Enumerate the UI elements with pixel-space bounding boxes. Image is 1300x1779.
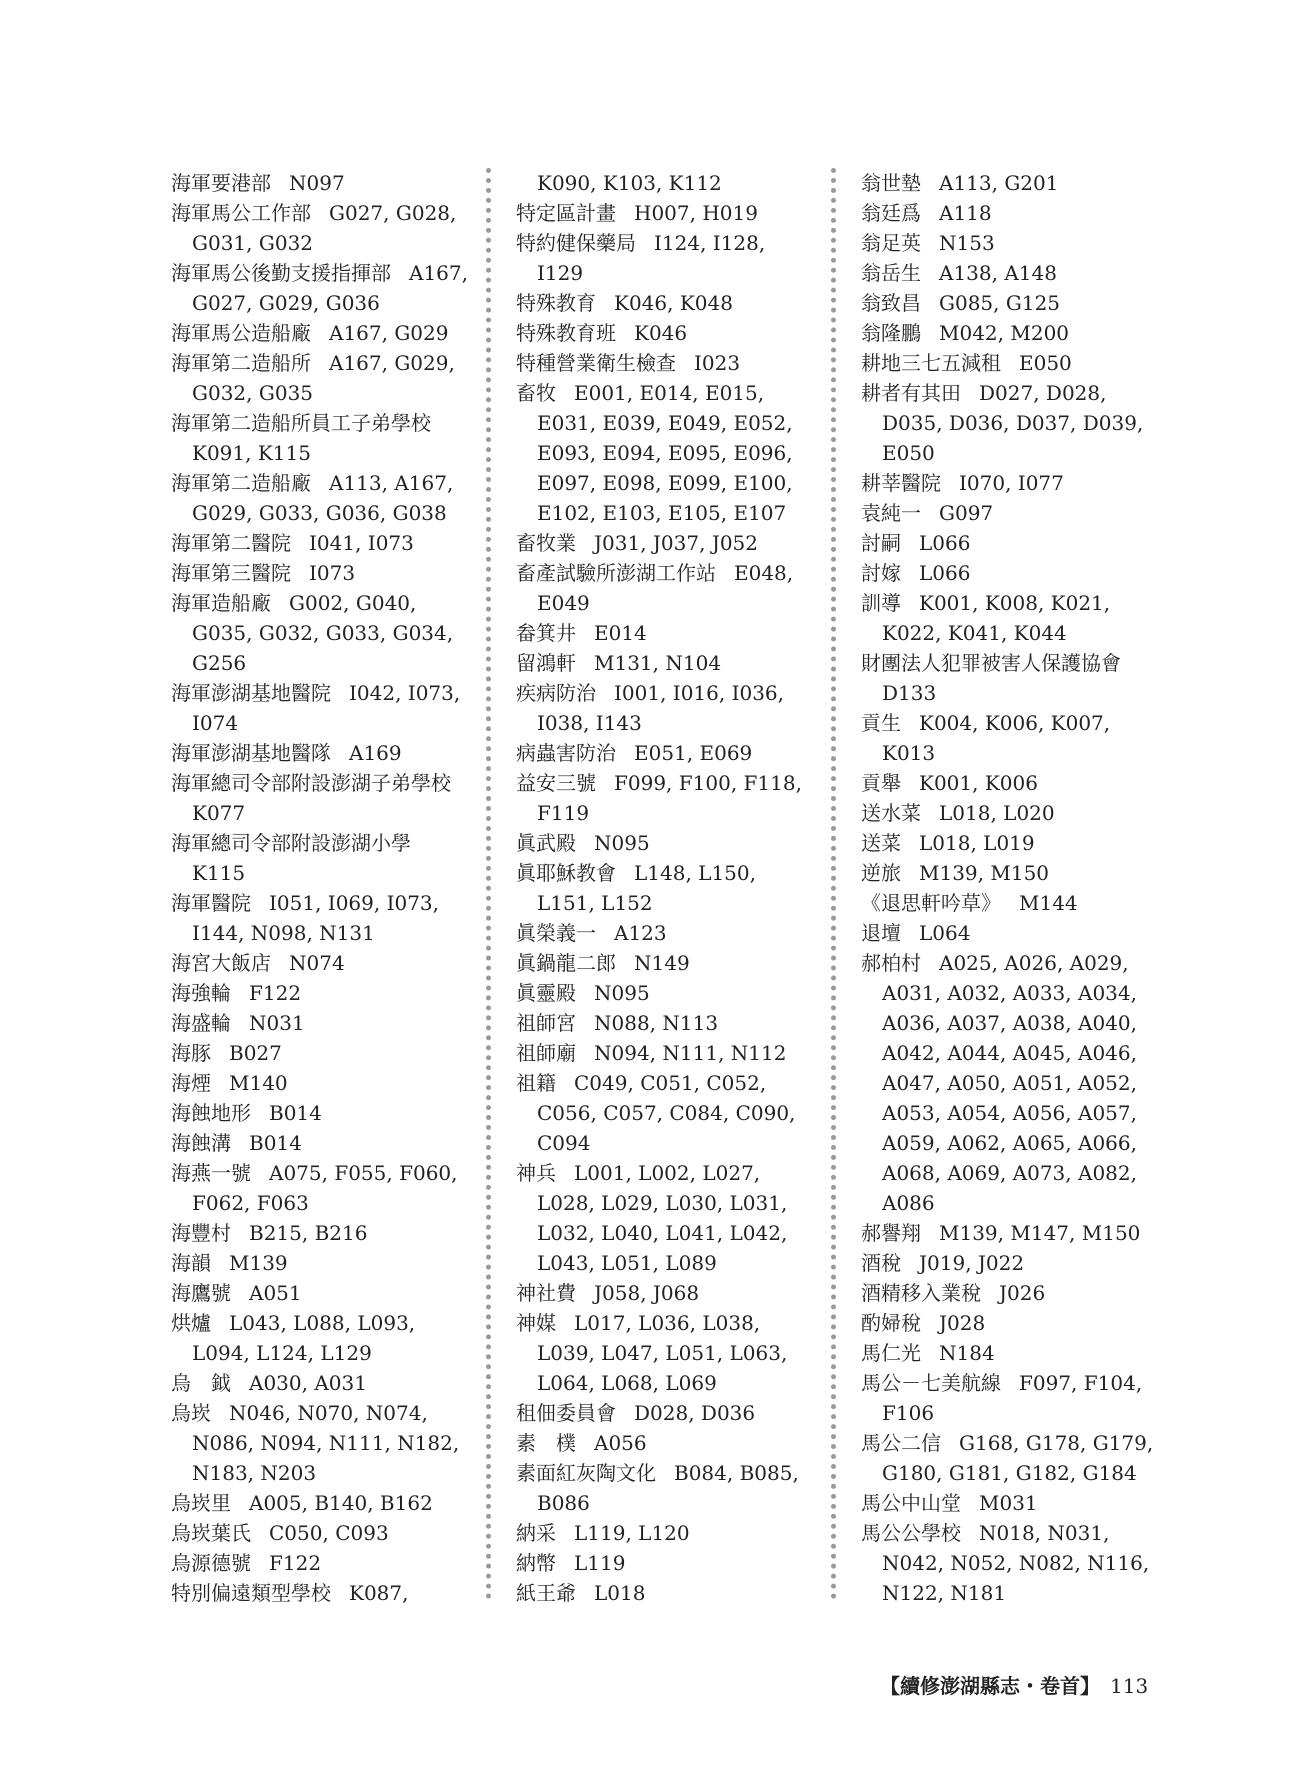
index-term: 酒稅 xyxy=(861,1251,901,1275)
index-refs: A138, A148 xyxy=(939,261,1057,285)
index-term: 特約健保藥局 xyxy=(516,231,636,255)
index-entry xyxy=(516,1458,816,1518)
index-refs: I041, I073 xyxy=(309,531,414,555)
index-entry xyxy=(516,1008,816,1038)
index-term: 酒精移入業稅 xyxy=(861,1281,981,1305)
index-term: 貢生 xyxy=(861,711,901,735)
index-entry xyxy=(516,1518,816,1548)
index-entry xyxy=(171,1278,471,1308)
index-refs: M131, N104 xyxy=(594,651,722,675)
index-term: 海燕一號 xyxy=(171,1161,251,1185)
index-term: 討嫁 xyxy=(861,561,901,585)
index-entry xyxy=(171,948,471,978)
index-entry xyxy=(171,318,471,348)
index-term: 烘爐 xyxy=(171,1311,211,1335)
index-refs: L017, L036, L038, L039, L047, L051, L063, L064, L068, L069 xyxy=(537,1311,788,1395)
index-term: 眞榮義一 xyxy=(516,921,596,945)
index-term: 翁廷爲 xyxy=(861,201,921,225)
index-entry xyxy=(516,318,816,348)
index-refs: L018, L020 xyxy=(939,801,1055,825)
index-refs: B014 xyxy=(249,1131,302,1155)
index-term: 神兵 xyxy=(516,1161,556,1185)
index-entry xyxy=(516,918,816,948)
index-term: 海煙 xyxy=(171,1071,211,1095)
index-refs: C049, C051, C052, C056, C057, C084, C090, C094 xyxy=(537,1071,796,1155)
index-entry xyxy=(171,738,471,768)
index-refs: A167, G029, G032, G035 xyxy=(192,351,455,405)
index-term: 烏崁里 xyxy=(171,1491,231,1515)
index-entry xyxy=(516,1278,816,1308)
index-refs: N153 xyxy=(939,231,995,255)
index-term: 翁致昌 xyxy=(861,291,921,315)
index-term: 特別偏遠類型學校 xyxy=(171,1581,331,1605)
index-refs: N095 xyxy=(594,831,650,855)
index-term: 海蝕地形 xyxy=(171,1101,251,1125)
index-entry xyxy=(171,1548,471,1578)
index-entry xyxy=(861,468,1161,498)
index-term: 退壇 xyxy=(861,921,901,945)
index-term: 海軍馬公造船廠 xyxy=(171,321,311,345)
index-term: 馬公二信 xyxy=(861,1431,941,1455)
index-entry xyxy=(861,858,1161,888)
index-entry xyxy=(861,1428,1161,1488)
index-entry xyxy=(171,1158,471,1218)
index-column-3 xyxy=(861,168,1161,1608)
index-entry xyxy=(171,198,471,258)
index-term: 納幣 xyxy=(516,1551,556,1575)
index-term: 祖師廟 xyxy=(516,1041,576,1065)
index-term: 眞鍋龍二郎 xyxy=(516,951,616,975)
index-term: 海軍要港部 xyxy=(171,171,271,195)
index-entry xyxy=(171,1368,471,1398)
index-term: 祖籍 xyxy=(516,1071,556,1095)
index-term: 素 樸 xyxy=(516,1431,576,1455)
index-refs: L043, L088, L093, L094, L124, L129 xyxy=(192,1311,416,1365)
index-term: 海軍第二造船廠 xyxy=(171,471,311,495)
index-entry xyxy=(171,768,471,828)
index-refs: K115 xyxy=(192,861,246,885)
index-refs: G002, G040, G035, G032, G033, G034, G256 xyxy=(192,591,454,675)
index-term: 海軍澎湖基地醫隊 xyxy=(171,741,331,765)
index-refs: A169 xyxy=(349,741,402,765)
index-entry xyxy=(171,1518,471,1548)
index-term: 訓導 xyxy=(861,591,901,615)
index-refs: A056 xyxy=(594,1431,647,1455)
index-refs: F097, F104, F106 xyxy=(882,1371,1143,1425)
page-number: 113 xyxy=(1110,1674,1149,1698)
index-term: 馬公中山堂 xyxy=(861,1491,961,1515)
index-refs: A118 xyxy=(939,201,992,225)
column-separator xyxy=(486,168,491,1600)
index-term: 海韻 xyxy=(171,1251,211,1275)
index-entry xyxy=(171,258,471,318)
index-entry xyxy=(861,378,1161,468)
index-refs: M042, M200 xyxy=(939,321,1070,345)
index-refs: D028, D036 xyxy=(634,1401,756,1425)
index-refs: L066 xyxy=(919,531,971,555)
index-entry xyxy=(171,1398,471,1488)
index-term: 馬公－七美航線 xyxy=(861,1371,1001,1395)
index-entry xyxy=(861,768,1161,798)
index-entry xyxy=(516,1158,816,1278)
index-entry xyxy=(171,678,471,738)
index-entry xyxy=(171,1308,471,1368)
index-refs: F122 xyxy=(249,981,302,1005)
index-term: 畚箕井 xyxy=(516,621,576,645)
index-entry xyxy=(171,348,471,408)
column-separator xyxy=(831,168,836,1600)
index-entry xyxy=(861,258,1161,288)
index-refs: E001, E014, E015, E031, E039, E049, E052, E093, E094, E095, E096, E097, E098, E099, E100, E102, E103, E105, E107 xyxy=(537,381,793,525)
index-entry xyxy=(861,798,1161,828)
index-entry xyxy=(516,528,816,558)
index-refs: N184 xyxy=(939,1341,995,1365)
index-term: 疾病防治 xyxy=(516,681,596,705)
index-refs: N018, N031, N042, N052, N082, N116, N122, N181 xyxy=(882,1521,1150,1605)
index-entry xyxy=(171,828,471,888)
index-refs: K090, K103, K112 xyxy=(537,171,722,195)
index-refs: D027, D028, D035, D036, D037, D039, E050 xyxy=(882,381,1144,465)
index-term: 紙王爺 xyxy=(516,1581,576,1605)
index-entry xyxy=(171,1128,471,1158)
index-entry xyxy=(516,948,816,978)
index-refs: K001, K006 xyxy=(919,771,1038,795)
index-entry xyxy=(861,648,1161,708)
index-refs: I023 xyxy=(694,351,741,375)
index-refs: G085, G125 xyxy=(939,291,1061,315)
index-term: 海軍總司令部附設澎湖小學 xyxy=(171,831,411,855)
index-term: 翁足英 xyxy=(861,231,921,255)
index-term: 神媒 xyxy=(516,1311,556,1335)
index-entry xyxy=(861,888,1161,918)
index-refs: M139, M150 xyxy=(919,861,1050,885)
index-entry xyxy=(861,528,1161,558)
index-refs: I001, I016, I036, I038, I143 xyxy=(537,681,785,735)
index-term: 特定區計畫 xyxy=(516,201,616,225)
index-refs: A123 xyxy=(614,921,667,945)
index-term: 《退思軒吟草》 xyxy=(861,891,1001,915)
index-entry xyxy=(171,1578,471,1608)
index-term: 郝譽翔 xyxy=(861,1221,921,1245)
index-refs: N031 xyxy=(249,1011,305,1035)
index-entry xyxy=(516,1548,816,1578)
index-refs: G168, G178, G179, G180, G181, G182, G184 xyxy=(882,1431,1154,1485)
index-term: 留鴻軒 xyxy=(516,651,576,675)
index-term: 馬公公學校 xyxy=(861,1521,961,1545)
index-entry xyxy=(516,168,816,198)
index-refs: N074 xyxy=(289,951,345,975)
index-refs: J028 xyxy=(939,1311,986,1335)
page-footer xyxy=(880,1671,1150,1701)
index-entry xyxy=(861,1368,1161,1428)
index-entry xyxy=(861,1488,1161,1518)
index-term: 特殊教育班 xyxy=(516,321,616,345)
index-refs: N094, N111, N112 xyxy=(594,1041,787,1065)
index-entry xyxy=(861,198,1161,228)
index-refs: A005, B140, B162 xyxy=(249,1491,433,1515)
index-entry xyxy=(516,768,816,828)
index-term: 袁純一 xyxy=(861,501,921,525)
index-refs: L119, L120 xyxy=(574,1521,690,1545)
index-entry xyxy=(861,1248,1161,1278)
index-entry xyxy=(171,978,471,1008)
index-refs: L018, L019 xyxy=(919,831,1035,855)
index-term: 海豐村 xyxy=(171,1221,231,1245)
index-refs: E014 xyxy=(594,621,647,645)
index-refs: B014 xyxy=(269,1101,322,1125)
index-term: 納采 xyxy=(516,1521,556,1545)
index-refs: M139 xyxy=(229,1251,288,1275)
index-refs: N149 xyxy=(634,951,690,975)
index-term: 耕地三七五減租 xyxy=(861,351,1001,375)
index-entry xyxy=(171,1218,471,1248)
index-term: 益安三號 xyxy=(516,771,596,795)
index-refs: N088, N113 xyxy=(594,1011,719,1035)
index-term: 烏 鉞 xyxy=(171,1371,231,1395)
index-term: 海蝕溝 xyxy=(171,1131,231,1155)
index-term: 海軍第三醫院 xyxy=(171,561,291,585)
index-entry xyxy=(516,1578,816,1608)
index-refs: L119 xyxy=(574,1551,626,1575)
index-refs: N095 xyxy=(594,981,650,1005)
index-term: 海盛輪 xyxy=(171,1011,231,1035)
index-entry xyxy=(516,678,816,738)
index-refs: I042, I073, I074 xyxy=(192,681,461,735)
index-term: 貢舉 xyxy=(861,771,901,795)
index-refs: D133 xyxy=(882,681,937,705)
index-term: 眞靈殿 xyxy=(516,981,576,1005)
index-refs: K091, K115 xyxy=(192,441,311,465)
index-refs: A051 xyxy=(249,1281,302,1305)
index-refs: E050 xyxy=(1019,351,1072,375)
index-refs: A075, F055, F060, F062, F063 xyxy=(192,1161,458,1215)
index-term: 馬仁光 xyxy=(861,1341,921,1365)
index-entry xyxy=(516,1068,816,1158)
index-entry xyxy=(861,558,1161,588)
index-refs: M140 xyxy=(229,1071,288,1095)
index-entry xyxy=(171,888,471,948)
index-entry xyxy=(516,648,816,678)
index-refs: I124, I128, I129 xyxy=(537,231,766,285)
index-entry xyxy=(861,588,1161,648)
index-entry xyxy=(861,948,1161,1218)
index-term: 特種營業衛生檢查 xyxy=(516,351,676,375)
index-refs: K046 xyxy=(634,321,688,345)
index-term: 海豚 xyxy=(171,1041,211,1065)
index-column-2 xyxy=(516,168,816,1608)
index-refs: I051, I069, I073, I144, N098, N131 xyxy=(192,891,440,945)
index-term: 翁岳生 xyxy=(861,261,921,285)
index-entry xyxy=(861,498,1161,528)
index-refs: A167, G027, G029, G036 xyxy=(192,261,468,315)
index-entry xyxy=(861,708,1161,768)
index-entry xyxy=(171,1248,471,1278)
index-refs: L018 xyxy=(594,1581,646,1605)
index-entry xyxy=(171,528,471,558)
index-entry xyxy=(861,1338,1161,1368)
index-refs: K087, xyxy=(349,1581,409,1605)
index-term: 海軍總司令部附設澎湖子弟學校 xyxy=(171,771,451,795)
index-term: 眞武殿 xyxy=(516,831,576,855)
index-term: 烏崁葉氏 xyxy=(171,1521,251,1545)
index-term: 烏崁 xyxy=(171,1401,211,1425)
index-refs: L148, L150, L151, L152 xyxy=(537,861,756,915)
index-term: 海宮大飯店 xyxy=(171,951,271,975)
index-entry xyxy=(861,1278,1161,1308)
index-entry xyxy=(516,348,816,378)
index-refs: A030, A031 xyxy=(249,1371,367,1395)
index-entry xyxy=(516,198,816,228)
index-term: 翁世墊 xyxy=(861,171,921,195)
index-term: 郝柏村 xyxy=(861,951,921,975)
index-refs: K046, K048 xyxy=(614,291,733,315)
index-term: 海軍第二醫院 xyxy=(171,531,291,555)
index-refs: I073 xyxy=(309,561,356,585)
index-term: 畜產試驗所澎湖工作站 xyxy=(516,561,716,585)
index-refs: K077 xyxy=(192,801,246,825)
index-term: 畜牧業 xyxy=(516,531,576,555)
index-term: 海軍第二造船所 xyxy=(171,351,311,375)
index-term: 神社費 xyxy=(516,1281,576,1305)
index-term: 海軍第二造船所員工子弟學校 xyxy=(171,411,431,435)
index-term: 海軍馬公後勤支援指揮部 xyxy=(171,261,391,285)
index-column-1 xyxy=(171,168,471,1608)
index-entry xyxy=(861,228,1161,258)
index-term: 海軍造船廠 xyxy=(171,591,271,615)
index-entry xyxy=(516,618,816,648)
index-refs: J026 xyxy=(999,1281,1046,1305)
index-entry xyxy=(861,1218,1161,1248)
index-refs: M139, M147, M150 xyxy=(939,1221,1141,1245)
index-term: 財團法人犯罪被害人保護協會 xyxy=(861,651,1121,675)
index-entry xyxy=(516,288,816,318)
index-refs: A025, A026, A029, A031, A032, A033, A034, A036, A037, A038, A040, A042, A044, A045, A046, A047, A050, A051, A052, A053, A054, A056, A057, A059, A062, A065, A066, A068, A069, A073, A082, A086 xyxy=(882,951,1137,1215)
index-entry xyxy=(171,1098,471,1128)
index-term: 海軍醫院 xyxy=(171,891,251,915)
index-entry xyxy=(516,978,816,1008)
index-term: 逆旅 xyxy=(861,861,901,885)
index-refs: J019, J022 xyxy=(919,1251,1025,1275)
index-term: 海軍澎湖基地醫院 xyxy=(171,681,331,705)
index-refs: I070, I077 xyxy=(959,471,1064,495)
index-refs: L064 xyxy=(919,921,971,945)
index-refs: N097 xyxy=(289,171,345,195)
index-entry xyxy=(516,858,816,918)
index-entry xyxy=(861,348,1161,378)
index-refs: A167, G029 xyxy=(329,321,449,345)
index-refs: M144 xyxy=(1019,891,1078,915)
index-refs: J031, J037, J052 xyxy=(594,531,759,555)
index-term: 酌婦稅 xyxy=(861,1311,921,1335)
index-entry xyxy=(516,828,816,858)
index-refs: B027 xyxy=(229,1041,282,1065)
index-entry xyxy=(171,168,471,198)
index-refs: K004, K006, K007, K013 xyxy=(882,711,1111,765)
index-entry xyxy=(171,1068,471,1098)
index-refs: A113, A167, G029, G033, G036, G038 xyxy=(192,471,454,525)
index-entry xyxy=(171,1038,471,1068)
index-term: 海鷹號 xyxy=(171,1281,231,1305)
book-title: 【續修澎湖縣志・卷首】 xyxy=(880,1674,1100,1698)
index-term: 祖師宮 xyxy=(516,1011,576,1035)
index-refs: F122 xyxy=(269,1551,322,1575)
index-entry xyxy=(861,288,1161,318)
index-entry xyxy=(861,1518,1161,1608)
index-term: 討嗣 xyxy=(861,531,901,555)
index-refs: L001, L002, L027, L028, L029, L030, L031, L032, L040, L041, L042, L043, L051, L089 xyxy=(537,1161,788,1275)
index-refs: J058, J068 xyxy=(594,1281,700,1305)
index-entry xyxy=(516,738,816,768)
index-entry xyxy=(516,558,816,618)
index-term: 耕莘醫院 xyxy=(861,471,941,495)
index-refs: K001, K008, K021, K022, K041, K044 xyxy=(882,591,1111,645)
index-refs: G097 xyxy=(939,501,994,525)
index-entry xyxy=(516,1398,816,1428)
index-entry xyxy=(171,1008,471,1038)
index-term: 烏源德號 xyxy=(171,1551,251,1575)
index-entry xyxy=(171,588,471,678)
index-entry xyxy=(516,1038,816,1068)
index-entry xyxy=(861,918,1161,948)
index-refs: L066 xyxy=(919,561,971,585)
index-entry xyxy=(516,378,816,528)
index-refs: B084, B085, B086 xyxy=(537,1461,799,1515)
index-refs: C050, C093 xyxy=(269,1521,389,1545)
index-entry xyxy=(516,1428,816,1458)
index-entry xyxy=(861,318,1161,348)
index-entry xyxy=(516,1308,816,1398)
index-term: 耕者有其田 xyxy=(861,381,961,405)
index-entry xyxy=(861,1308,1161,1338)
index-entry xyxy=(171,408,471,468)
index-refs: N046, N070, N074, N086, N094, N111, N182, N183, N203 xyxy=(192,1401,460,1485)
index-term: 海強輪 xyxy=(171,981,231,1005)
index-refs: G027, G028, G031, G032 xyxy=(192,201,457,255)
index-refs: F099, F100, F118, F119 xyxy=(537,771,802,825)
index-refs: M031 xyxy=(979,1491,1038,1515)
index-refs: E051, E069 xyxy=(634,741,753,765)
index-refs: B215, B216 xyxy=(249,1221,368,1245)
index-entry xyxy=(171,468,471,528)
index-entry xyxy=(861,828,1161,858)
index-term: 翁隆鵬 xyxy=(861,321,921,345)
index-term: 送水菜 xyxy=(861,801,921,825)
index-term: 畜牧 xyxy=(516,381,556,405)
index-term: 病蟲害防治 xyxy=(516,741,616,765)
index-refs: H007, H019 xyxy=(634,201,758,225)
index-term: 特殊教育 xyxy=(516,291,596,315)
index-entry xyxy=(171,1488,471,1518)
index-refs: A113, G201 xyxy=(939,171,1059,195)
index-entry xyxy=(861,168,1161,198)
index-term: 送菜 xyxy=(861,831,901,855)
index-term: 海軍馬公工作部 xyxy=(171,201,311,225)
index-refs: E048, E049 xyxy=(537,561,794,615)
index-entry xyxy=(516,228,816,288)
index-term: 租佃委員會 xyxy=(516,1401,616,1425)
index-entry xyxy=(171,558,471,588)
index-term: 眞耶穌教會 xyxy=(516,861,616,885)
index-term: 素面紅灰陶文化 xyxy=(516,1461,656,1485)
